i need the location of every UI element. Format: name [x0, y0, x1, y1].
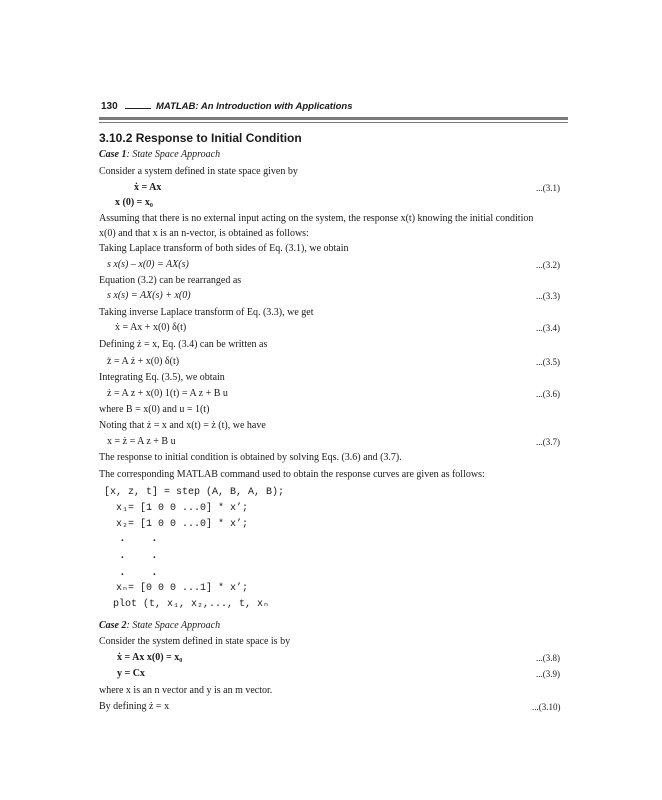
text-line: where B = x(0) and u = 1(t)	[99, 404, 210, 415]
text-line: By defining ż = x	[99, 701, 170, 712]
equation: y = Cx	[117, 668, 145, 679]
equation: ẋ = Ax	[134, 182, 162, 193]
equation: x (0) = x₀	[115, 197, 153, 208]
code-ellipsis-dot: .	[153, 566, 156, 578]
case1-heading	[99, 149, 220, 161]
equation: z̈ = A ż + x(0) δ(t)	[107, 356, 180, 367]
header-rule-thick	[99, 117, 568, 120]
section-title: 3.10.2 Response to Initial Condition	[99, 131, 302, 145]
code-line: x₁= [1 0 0 ...0] * x’;	[116, 503, 249, 514]
equation-number: ...(3.10)	[532, 702, 561, 712]
equation-number: ...(3.2)	[536, 260, 560, 270]
code-line: x₂= [1 0 0 ...0] * x’;	[116, 519, 249, 530]
equation-number: ...(3.7)	[536, 437, 560, 447]
equation: ẋ = Ax x(0) = x₀	[117, 652, 183, 663]
header-dash	[125, 108, 151, 109]
equation-number: ...(3.9)	[536, 669, 560, 679]
code-ellipsis-dot: .	[153, 549, 156, 561]
equation-number: ...(3.6)	[536, 389, 560, 399]
code-ellipsis-dot: .	[153, 532, 156, 544]
equation: x = ż = A z + B u	[107, 436, 176, 447]
code-line: [x, z, t] = step (A, B, A, B);	[104, 487, 285, 498]
equation: s x(s) = AX(s) + x(0)	[107, 290, 191, 301]
equation-number: ...(3.5)	[536, 357, 560, 367]
text-line: Equation (3.2) can be rearranged as	[99, 275, 242, 286]
text-line: Noting that ż = x and x(t) = ż (t), we have	[99, 420, 266, 431]
equation-number: ...(3.3)	[536, 291, 560, 301]
text-line: where x is an n vector and y is an m vector.	[99, 685, 273, 696]
case2-heading	[99, 620, 220, 632]
text-line: x(0) and that x is an n-vector, is obtained as follows:	[99, 228, 309, 239]
text-line: Taking inverse Laplace transform of Eq. (3.3), we get	[99, 307, 314, 318]
case2-label: Case 2	[99, 620, 127, 631]
text-line: Taking Laplace transform of both sides of Eq. (3.1), we obtain	[99, 243, 349, 254]
code-line: xₙ= [0 0 0 ...1] * x’;	[116, 583, 249, 594]
page-number: 130	[101, 101, 118, 112]
code-line: plot (t, x₁, x₂,..., t, xₙ	[113, 599, 270, 610]
case1-subtitle: : State Space Approach	[126, 149, 221, 160]
text-line: The response to initial condition is obtained by solving Eqs. (3.6) and (3.7).	[99, 452, 402, 463]
running-head-title: MATLAB: An Introduction with Applications	[156, 101, 353, 112]
header-rule-thin	[99, 122, 568, 123]
equation: s x(s) – x(0) = AX(s)	[107, 259, 189, 270]
equation: ẋ = Ax + x(0) δ(t)	[115, 322, 187, 333]
code-ellipsis-dot: .	[121, 566, 124, 578]
text-line: Integrating Eq. (3.5), we obtain	[99, 372, 225, 383]
equation-number: ...(3.1)	[536, 183, 560, 193]
code-ellipsis-dot: .	[121, 549, 124, 561]
case1-label: Case 1	[99, 149, 127, 160]
equation: ż = A z + x(0) 1(t) = A z + B u	[107, 388, 228, 399]
equation-number: ...(3.4)	[536, 323, 560, 333]
code-ellipsis-dot: .	[121, 532, 124, 544]
equation-number: ...(3.8)	[536, 653, 560, 663]
text-line: Assuming that there is no external input acting on the system, the response x(t) knowing the initial condition	[99, 213, 534, 224]
text-line: Consider a system defined in state space given by	[99, 166, 298, 177]
text-line: Defining ż = x, Eq. (3.4) can be written as	[99, 339, 268, 350]
text-line: Consider the system defined in state space is by	[99, 636, 291, 647]
text-line: The corresponding MATLAB command used to obtain the response curves are given as follows:	[99, 469, 485, 480]
case2-subtitle: : State Space Approach	[126, 620, 221, 631]
